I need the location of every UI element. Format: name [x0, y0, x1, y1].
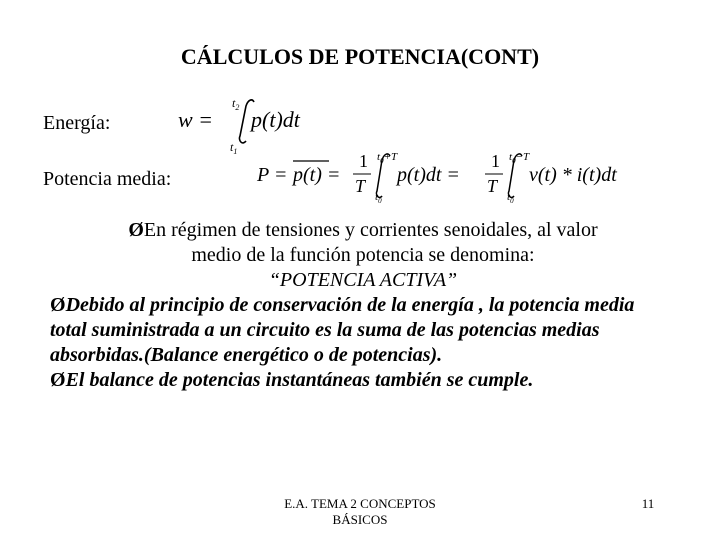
arrow-bullet-icon: Ø	[50, 294, 66, 316]
slide-title: CÁLCULOS DE POTENCIA(CONT)	[180, 44, 540, 69]
power-label: Potencia media:	[43, 168, 172, 190]
lower-2: $t_0$	[507, 191, 514, 205]
energy-integrand: p(t)dt	[251, 107, 300, 132]
lower-1: $t_0$	[375, 191, 382, 205]
footer-line-2: BÁSICOS	[332, 512, 388, 527]
frac-num-2: 1	[491, 151, 500, 171]
bullet-list	[50, 218, 670, 393]
energy-lhs: w =	[178, 107, 214, 132]
energy-upper: $t_2$	[232, 96, 240, 112]
bullet-2	[50, 293, 670, 368]
bullet-3-text: El balance de potencias instantáneas también se cumple.	[65, 369, 534, 391]
power-mean: p(t) =	[293, 164, 341, 186]
arrow-bullet-icon: Ø	[128, 219, 144, 241]
page-number: 11	[641, 496, 655, 511]
upper-2: $t_0-T$	[509, 151, 530, 165]
power-formula	[255, 148, 655, 208]
frac-den-2: T	[487, 176, 498, 196]
bullet-3	[50, 368, 670, 393]
frac-den-1: T	[355, 176, 366, 196]
footer-text	[260, 496, 460, 528]
energy-formula	[176, 96, 336, 156]
footer-line-1: E.A. TEMA 2 CONCEPTOS	[284, 496, 436, 511]
frac-num-1: 1	[359, 151, 368, 171]
arrow-bullet-icon: Ø	[50, 369, 66, 391]
energy-label: Energía:	[43, 112, 111, 134]
upper-1: $t_0+T$	[377, 151, 398, 165]
integrand-1: p(t)dt =	[397, 164, 460, 186]
bullet-2-text: Debido al principio de conservación de la energía , la potencia media total suministrada a un circuito es la suma de las potencias medias absorbidas.(Balance energético o de potencias).	[50, 294, 635, 366]
power-lhs: P =	[257, 164, 288, 186]
bullet-1-line-1: En régimen de tensiones y corrientes senoidales, al valor	[143, 219, 598, 241]
bullet-1-line-3: “POTENCIA ACTIVA”	[268, 269, 458, 291]
bullet-1-line-2: medio de la función potencia se denomina:	[191, 244, 535, 266]
energy-lower: $t_1$	[230, 140, 238, 156]
bullet-1	[50, 218, 670, 293]
integrand-2: v(t) * i(t)dt	[529, 164, 617, 186]
